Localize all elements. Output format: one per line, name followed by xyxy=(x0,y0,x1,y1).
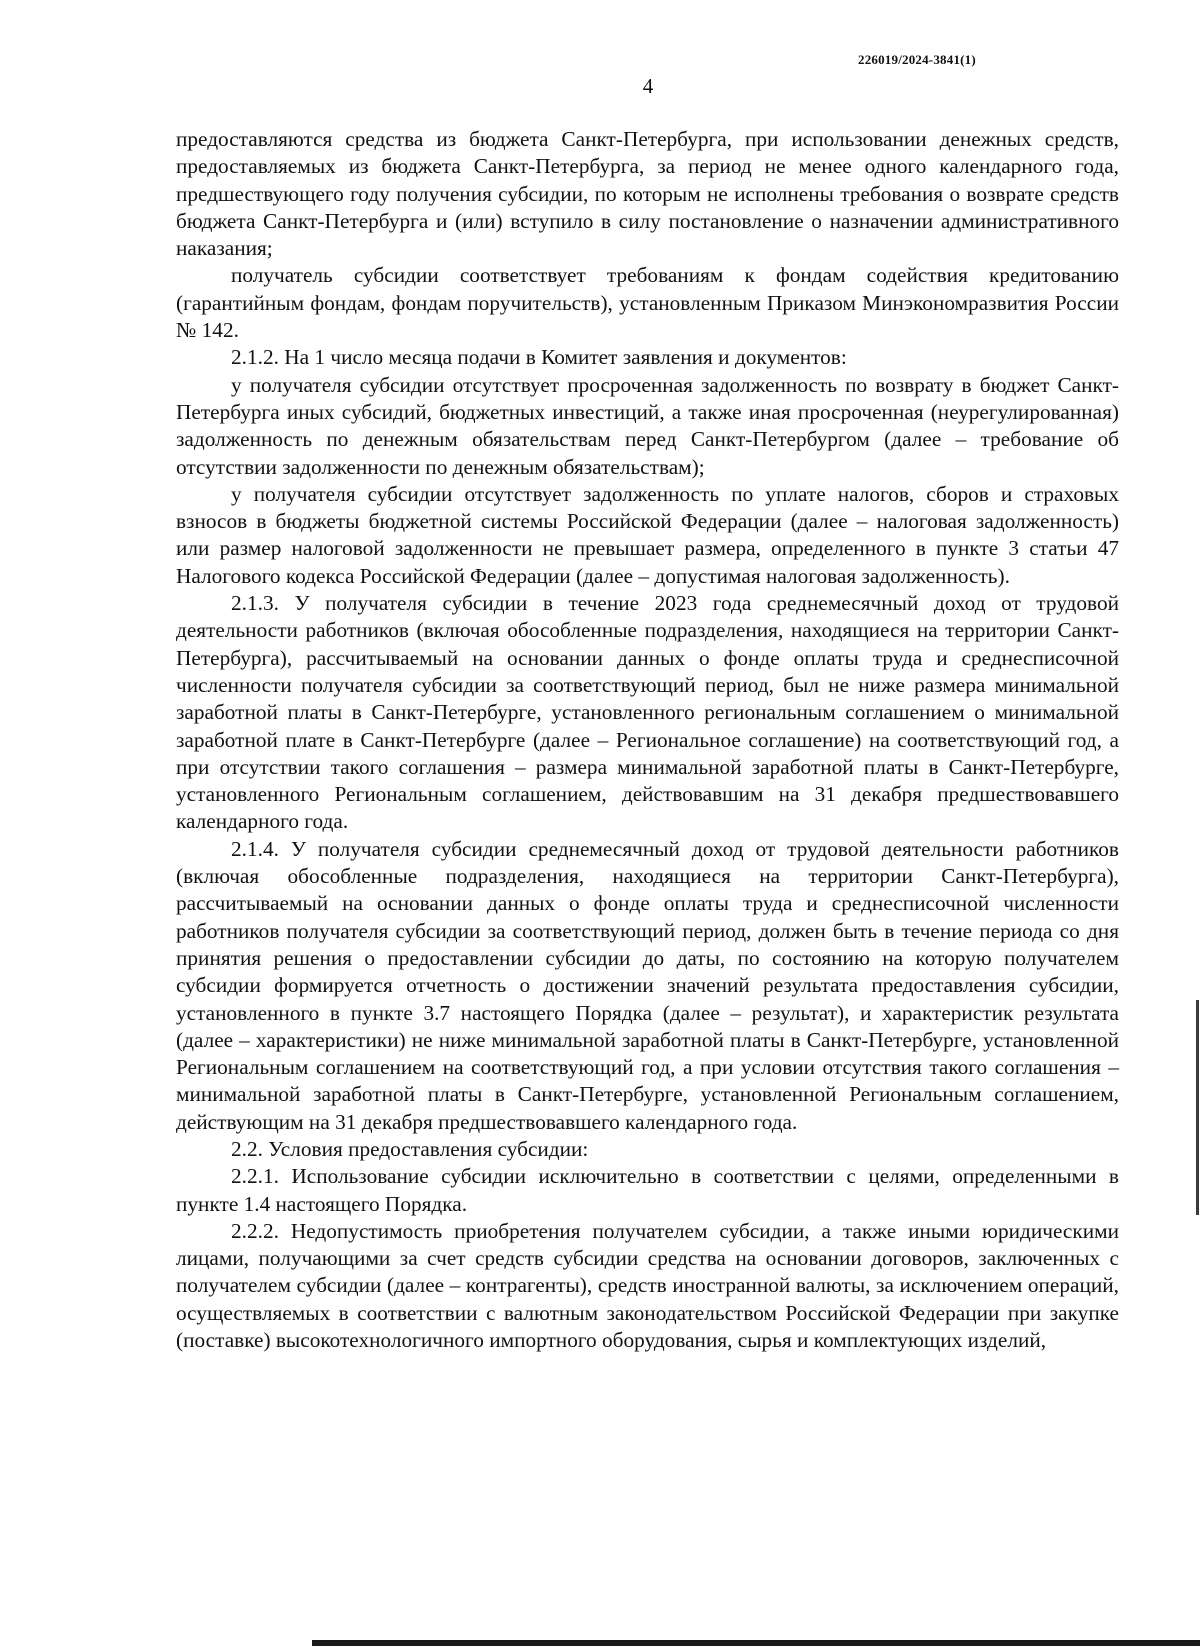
paragraph-2-1-2: 2.1.2. На 1 число месяца подачи в Комитет заявления и документов: xyxy=(231,345,847,370)
paragraph-2-1-4: 2.1.4. У получателя субсидии среднемесячный доход от трудовой деятельности работников (включая обособленные подразделения, находящиеся на территории Санкт-Петербурга), рассчитываемый на основании данных о фонде оплаты труда и среднесписочной численности работников получателя субсидии за соответствующий период, должен быть в течение периода со дня принятия решения о предоставлении субсидии до даты, по состоянию на которую получателем субсидии формируется отчетность о достижении значений результата предоставления субсидии, установленного в пункте 3.7 настоящего Порядка (далее – результат), и характеристик результата (далее – характеристики) не ниже минимальной заработной платы в Санкт-Петербурге, установленной Региональным соглашением на соответствующий год, а при условии отсутствия такого соглашения – минимальной заработной платы в Санкт-Петербурге, установленной Региональным соглашением, действующим на 31 декабря предшествовавшего календарного года. xyxy=(176,836,1119,1134)
document-body xyxy=(176,126,1119,1354)
paragraph-2-2-2: 2.2.2. Недопустимость приобретения получателем субсидии, а также иными юридическими лицами, получающими за счет средств субсидии средства на основании договоров, заключенных с получателем субсидии (далее – контрагенты), средств иностранной валюты, за исключением операций, осуществляемых в соответствии с валютным законодательством Российской Федерации при закупке (поставке) высокотехнологичного импортного оборудования, сырья и комплектующих изделий, xyxy=(176,1218,1119,1353)
paragraph-2-1-3: 2.1.3. У получателя субсидии в течение 2023 года среднемесячный доход от трудовой деятельности работников (включая обособленные подразделения, находящиеся на территории Санкт-Петербурга), рассчитываемый на основании данных о фонде оплаты труда и среднесписочной численности получателя субсидии за соответствующий период, был не ниже размера минимальной заработной платы в Санкт-Петербурге, установленного региональным соглашением о минимальной заработной плате в Санкт-Петербурге (далее – Региональное соглашение) на соответствующий год, а при отсутствии такого соглашения – размера минимальной заработной платы в Санкт-Петербурге, установленного Региональным соглашением, действовавшим на 31 декабря предшествовавшего календарного года. xyxy=(176,591,1119,834)
page-number: 4 xyxy=(642,74,654,98)
paragraph-no-tax-debt: у получателя субсидии отсутствует задолженность по уплате налогов, сборов и страховых взносов в бюджеты бюджетной системы Российской Федерации (далее – налоговая задолженность) или размер налоговой задолженности не превышает размера, определенного в пункте 3 статьи 47 Налогового кодекса Российской Федерации (далее – допустимая налоговая задолженность). xyxy=(176,481,1119,588)
paragraph-2-2-1: 2.2.1. Использование субсидии исключительно в соответствии с целями, определенными в пункте 1.4 настоящего Порядка. xyxy=(176,1164,1119,1216)
paragraph-2-2: 2.2. Условия предоставления субсидии: xyxy=(231,1136,589,1161)
paragraph-fund-requirements: получатель субсидии соответствует требованиям к фондам содействия кредитованию (гарантийным фондам, фондам поручительств), установленным Приказом Минэкономразвития России № 142. xyxy=(176,263,1119,343)
paragraph-continuation: предоставляются средства из бюджета Санкт-Петербурга, при использовании денежных средств, предоставляемых из бюджета Санкт-Петербурга, за период не менее одного календарного года, предшествующего году получения субсидии, по которым не исполнены требования о возврате средств бюджета Санкт-Петербурга и (или) вступило в силу постановление о назначении административного наказания; xyxy=(176,127,1119,261)
scan-bottom-border xyxy=(312,1640,1200,1646)
document-registration-code: 226019/2024-3841(1) xyxy=(858,52,976,67)
paragraph-no-overdue-debt: у получателя субсидии отсутствует просроченная задолженность по возврату в бюджет Санкт-Петербурга иных субсидий, бюджетных инвестиций, а также иная просроченная (неурегулированная) задолженность по денежным обязательствам перед Санкт-Петербургом (далее – требование об отсутствии задолженности по денежным обязательствам); xyxy=(176,372,1119,479)
scan-edge-mark xyxy=(1196,1000,1199,1215)
